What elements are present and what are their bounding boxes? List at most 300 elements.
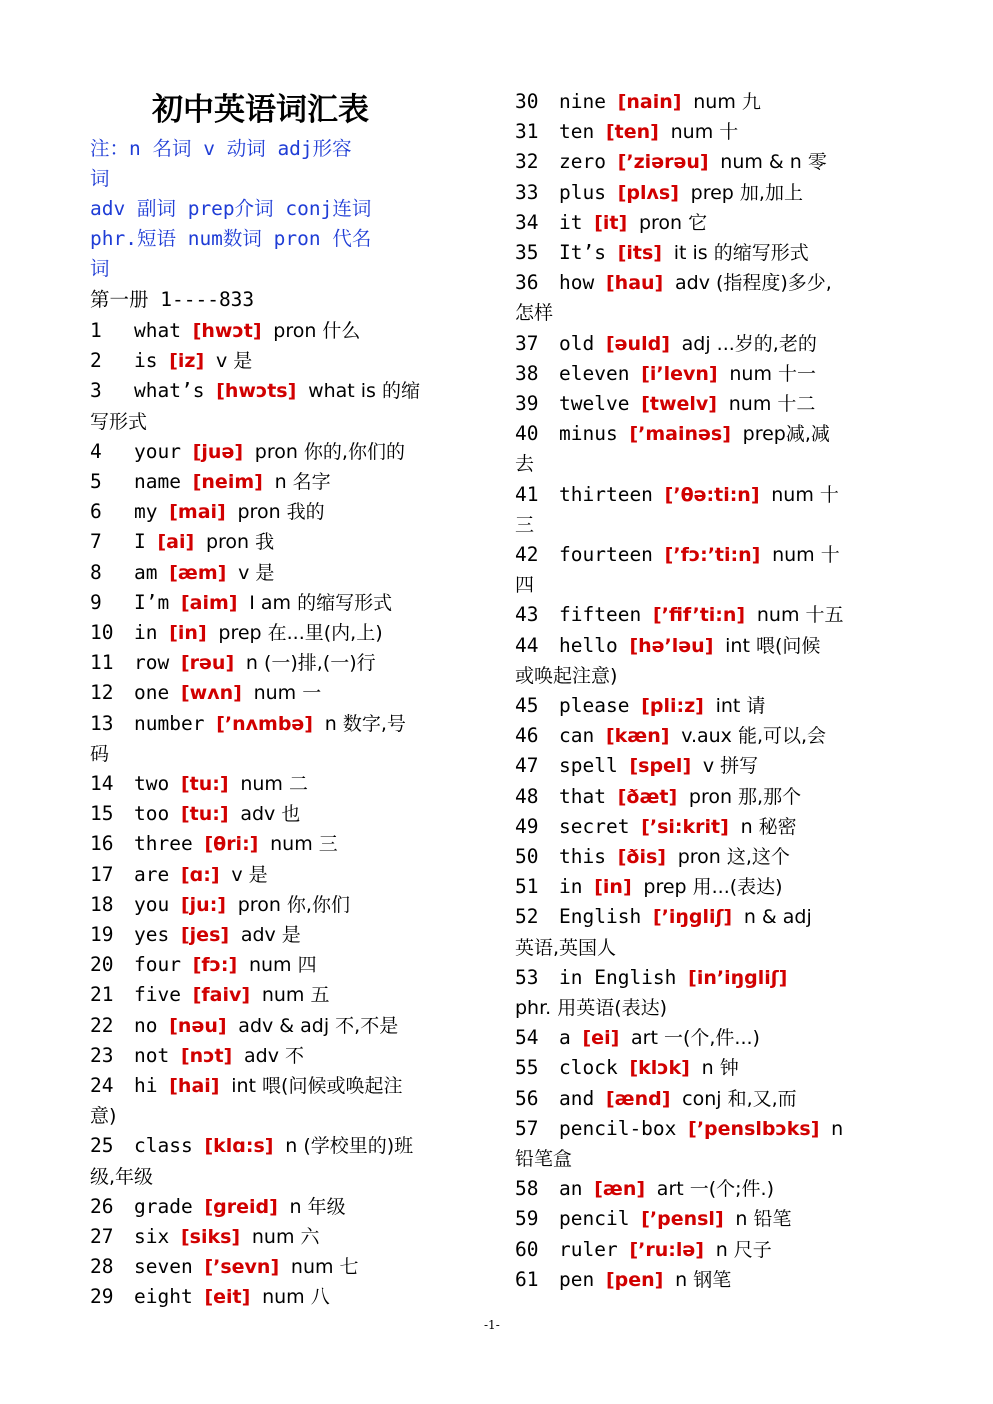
entry-phonetic: [siks] (180, 1226, 241, 1248)
entry-number: 25 (90, 1134, 114, 1158)
entry-row (515, 87, 761, 117)
entry-row (90, 1041, 304, 1071)
entry-number: 57 (515, 1116, 539, 1140)
entry-number: 53 (515, 965, 539, 989)
entry-word: row (134, 651, 170, 675)
entry-phonetic: [hwɔt] (192, 320, 262, 342)
entry-row (90, 648, 376, 678)
entry-definition-wrap: 四 (515, 574, 535, 597)
entry-definition: pron 这,这个 (677, 846, 790, 868)
entry-phonetic: [nəu] (169, 1014, 227, 1037)
entry-word: how (559, 271, 595, 295)
entry-phonetic: [ei] (582, 1027, 620, 1050)
entry-definition: art 一(个,件...) (631, 1027, 760, 1050)
entry-definition-wrap: 英语,英国人 (515, 936, 617, 959)
entry-definition: num 十 (670, 121, 739, 144)
legend-line-1-wrap: 词 (90, 167, 110, 190)
entry-word: pencil-box (559, 1116, 677, 1140)
entry-word: spell (559, 754, 618, 778)
entry-number: 3 (90, 379, 102, 403)
entry-definition-wrap: 或唤起注意) (515, 664, 618, 687)
entry-word: pen (559, 1267, 595, 1291)
entry-definition-wrap: 铅笔盒 (515, 1148, 573, 1170)
entry-definition: num 四 (248, 954, 317, 977)
entry-definition: n 钟 (701, 1057, 739, 1080)
entry-row (515, 147, 827, 177)
entry-word: what’s (134, 379, 205, 403)
entry-number: 60 (515, 1237, 539, 1261)
entry-row (515, 721, 826, 751)
legend-line-2: adv 副词 prep介词 conj连词 (90, 197, 372, 220)
entry-phonetic: [ðis] (617, 846, 666, 868)
entry-phonetic: [ju:] (180, 893, 226, 916)
entry-row (515, 902, 812, 932)
entry-word: can (559, 724, 595, 748)
legend-line-1: 注：n 名词 v 动词 adj形容 (90, 137, 352, 160)
entry-row (515, 419, 830, 449)
entry-row (515, 782, 801, 812)
entry-word: it (559, 210, 583, 234)
entry-word: ten (559, 120, 595, 144)
entry-word: hi (134, 1074, 158, 1097)
entry-row (515, 751, 758, 781)
entry-number: 27 (90, 1225, 114, 1248)
entry-definition: pron 你,你们 (237, 893, 350, 916)
entry-definition: num 一 (253, 682, 322, 705)
entry-definition: v 拼写 (702, 755, 759, 778)
entry-word: clock (559, 1056, 618, 1080)
entry-number: 55 (515, 1056, 539, 1080)
entry-definition: int 请 (715, 695, 766, 717)
entry-number: 52 (515, 905, 539, 929)
entry-phonetic: [juə] (192, 440, 244, 463)
entry-phonetic: [mai] (169, 501, 226, 524)
entry-word: old (559, 331, 595, 355)
entry-definition: num 十五 (756, 604, 844, 627)
entry-word: I’m (134, 590, 170, 614)
entry-word: class (134, 1134, 193, 1158)
entry-definition: what is 的缩 (308, 380, 420, 403)
entry-number: 12 (90, 681, 114, 705)
entry-row (515, 329, 817, 359)
entry-definition: adv 也 (240, 803, 301, 826)
entry-word: grade (134, 1194, 193, 1218)
entry-number: 1 (90, 319, 102, 342)
entry-row (515, 238, 809, 268)
book-heading: 第一册 1----833 (90, 288, 255, 311)
entry-definition: num 十 (772, 544, 840, 566)
entry-phonetic: [’nʌmbə] (216, 712, 313, 735)
entry-number: 21 (90, 983, 114, 1007)
entry-row (515, 1114, 843, 1144)
entry-number: 54 (515, 1026, 539, 1050)
entry-definition-wrap: 三 (515, 513, 535, 536)
entry-phonetic: [fɔ:] (192, 954, 238, 977)
entry-number: 29 (90, 1285, 114, 1309)
entry-word: in (134, 621, 158, 644)
entry-row (90, 437, 405, 467)
entry-definition: n 铅笔 (735, 1208, 792, 1231)
entry-definition-wrap: 写形式 (90, 410, 148, 433)
entry-row (90, 678, 321, 708)
entry-definition-wrap: 级,年级 (90, 1165, 154, 1188)
entry-word: two (134, 772, 170, 795)
entry-definition: int 喂(问候或唤起注 (231, 1075, 403, 1097)
entry-row (90, 709, 406, 739)
entry-word: six (134, 1225, 170, 1248)
entry-definition: n 钢笔 (675, 1268, 732, 1291)
entry-phonetic: [jes] (180, 924, 230, 946)
entry-definition: pron 你的,你们的 (254, 440, 405, 463)
entry-definition-wrap: 码 (90, 742, 110, 765)
entry-definition: n 名字 (274, 471, 331, 493)
entry-definition: num 五 (261, 984, 330, 1007)
entry-number: 46 (515, 724, 539, 748)
entry-number: 26 (90, 1194, 114, 1218)
entry-word: this (559, 845, 606, 868)
entry-definition: it is 的缩写形式 (673, 242, 809, 264)
entry-row (515, 1265, 731, 1295)
entry-phonetic: [rəu] (180, 652, 235, 675)
entry-phonetic: [’si:krit] (641, 815, 729, 838)
entry-definition: num 七 (290, 1256, 359, 1279)
entry-phonetic: [’ru:lə] (629, 1238, 704, 1261)
entry-number: 17 (90, 862, 114, 886)
entry-definition: n (学校里的)班 (285, 1135, 414, 1158)
entry-phonetic: [ænd] (605, 1087, 671, 1110)
entry-definition: pron 我 (205, 531, 275, 554)
entry-phonetic: [’iŋgliʃ] (652, 906, 733, 929)
entry-definition: art 一(个;件.) (656, 1178, 775, 1201)
entry-number: 13 (90, 711, 114, 735)
entry-number: 56 (515, 1086, 539, 1110)
entry-number: 9 (90, 590, 102, 614)
entry-phonetic: [it] (594, 211, 628, 234)
entry-phonetic: [hai] (169, 1075, 220, 1097)
entry-phonetic: [iz] (169, 350, 205, 373)
entry-phonetic: [spel] (629, 755, 692, 778)
entry-word: please (559, 694, 630, 717)
legend-line-3: phr.短语 num数词 pron 代名 (90, 227, 372, 250)
entry-word: that (559, 784, 606, 808)
entry-definition: v 是 (231, 863, 268, 886)
entry-row (515, 178, 803, 208)
entry-word: not (134, 1043, 170, 1067)
entry-word: are (134, 862, 170, 886)
entry-phonetic: [pli:z] (641, 695, 704, 717)
entry-row (90, 1131, 413, 1161)
entry-word: plus (559, 180, 606, 204)
entry-number: 40 (515, 422, 539, 446)
entry-word: zero (559, 150, 606, 174)
entry-number: 23 (90, 1043, 114, 1067)
legend-line-3-wrap: 词 (90, 257, 110, 280)
entry-word: is (134, 349, 158, 373)
entry-definition: n 年级 (289, 1195, 346, 1218)
entry-row (90, 1222, 320, 1252)
entry-number: 10 (90, 621, 114, 644)
entry-phonetic: [nɔt] (180, 1044, 233, 1067)
entry-row (90, 1192, 346, 1222)
entry-row (515, 1204, 791, 1234)
entry-row (90, 860, 268, 890)
entry-row (90, 497, 325, 527)
entry-number: 41 (515, 482, 539, 506)
entry-definition: n (一)排,(一)行 (245, 652, 376, 675)
entry-definition: num 六 (251, 1226, 320, 1248)
entry-phonetic: [faiv] (192, 984, 251, 1007)
entry-phonetic: [hə’ləu] (629, 634, 714, 657)
entry-row (90, 1252, 359, 1282)
entry-phonetic: [in] (594, 876, 632, 899)
entry-number: 45 (515, 694, 539, 717)
entry-number: 4 (90, 439, 102, 463)
entry-row (515, 117, 738, 147)
entry-definition: I am 的缩写形式 (249, 591, 393, 614)
entry-definition: v.aux 能,可以,会 (681, 725, 827, 748)
entry-row (90, 1071, 402, 1101)
entry-row (515, 1053, 739, 1083)
entry-number: 34 (515, 210, 539, 234)
entry-phonetic: [klɔk] (629, 1057, 690, 1080)
entry-number: 48 (515, 784, 539, 808)
entry-phonetic: [tu:] (180, 803, 229, 826)
entry-definition: n 尺子 (715, 1238, 772, 1261)
entry-phonetic: [wʌn] (180, 682, 242, 705)
entry-row (90, 346, 252, 376)
entry-definition: num 三 (270, 833, 338, 856)
entry-definition: v 是 (215, 350, 253, 373)
entry-word: fourteen (559, 543, 653, 566)
entry-definition: adv (指程度)多少, (674, 272, 832, 295)
entry-definition: num 八 (262, 1286, 330, 1309)
entry-row (515, 1235, 772, 1265)
entry-definition: adj ...岁的,老的 (681, 332, 817, 355)
entry-number: 49 (515, 814, 539, 838)
entry-phonetic: [’sevn] (204, 1256, 280, 1279)
entry-row (515, 600, 844, 630)
entry-definition: pron 什么 (273, 320, 361, 342)
entry-phonetic: [’ziərəu] (617, 151, 709, 174)
entry-phonetic: [’fif’ti:n] (652, 604, 746, 627)
entry-phonetic: [tu:] (180, 773, 229, 795)
entry-definition: prep 用...(表达) (643, 876, 783, 899)
entry-word: no (134, 1013, 158, 1037)
entry-word: It’s (559, 241, 606, 264)
entry-number: 16 (90, 832, 114, 856)
entry-number: 37 (515, 331, 539, 355)
entry-phonetic: [’penslbɔks] (688, 1117, 820, 1140)
entry-phonetic: [kæn] (605, 725, 670, 748)
entry-phonetic: [hau] (605, 272, 664, 295)
entry-row (515, 691, 765, 721)
entry-word: my (134, 500, 158, 524)
entry-definition: adv & adj 不,不是 (238, 1014, 399, 1037)
entry-row (90, 558, 274, 588)
entry-row (90, 799, 300, 829)
entry-row (515, 540, 840, 570)
entry-phonetic: [in’iŋgliʃ] (688, 966, 788, 989)
entry-number: 5 (90, 470, 102, 493)
entry-word: you (134, 892, 170, 916)
entry-definition: num & n 零 (720, 151, 827, 174)
entry-row (90, 376, 420, 406)
entry-word: I (134, 530, 146, 554)
entry-row (515, 1174, 774, 1204)
entry-phonetic: [neim] (192, 471, 263, 493)
entry-row (90, 467, 331, 497)
entry-phonetic: [’mainəs] (629, 423, 731, 446)
entry-word: five (134, 983, 181, 1007)
entry-number: 35 (515, 241, 539, 264)
entry-word: in English (559, 965, 677, 989)
entry-row (90, 527, 274, 557)
entry-number: 8 (90, 560, 102, 584)
entry-word: minus (559, 422, 618, 446)
entry-row (515, 1023, 760, 1053)
entry-number: 58 (515, 1177, 539, 1201)
entry-definition: pron 我的 (237, 501, 325, 524)
entry-number: 61 (515, 1267, 539, 1291)
entry-definition: n (831, 1117, 844, 1140)
entry-phonetic: [θri:] (204, 833, 259, 856)
entry-number: 59 (515, 1207, 539, 1231)
entry-phonetic: [i’levn] (641, 362, 718, 385)
entry-word: too (134, 802, 170, 826)
entry-number: 33 (515, 180, 539, 204)
entry-phonetic: [nain] (617, 91, 682, 113)
entry-row (515, 208, 707, 238)
entry-definition: num 十 (771, 483, 839, 506)
entry-definition: adv 是 (240, 924, 301, 946)
entry-definition: prep 加,加上 (690, 181, 803, 204)
entry-word: eleven (559, 361, 630, 385)
entry-definition: num 十一 (729, 362, 817, 385)
entry-word: eight (134, 1285, 193, 1309)
entry-phonetic: [in] (169, 622, 207, 644)
entry-number: 32 (515, 150, 539, 174)
entry-row (90, 950, 317, 980)
entry-word: and (559, 1086, 595, 1110)
entry-number: 14 (90, 772, 114, 795)
entry-phonetic: [ɑ:] (180, 863, 220, 886)
entry-phonetic: [æn] (594, 1178, 646, 1201)
entry-definition-wrap: 意) (90, 1105, 117, 1128)
entry-phonetic: [’fɔ:’ti:n] (664, 544, 761, 566)
entry-word: fifteen (559, 603, 642, 627)
entry-phonetic: [aim] (180, 591, 238, 614)
entry-number: 51 (515, 875, 539, 899)
entry-definition: num 九 (693, 91, 761, 113)
entry-word: ruler (559, 1237, 618, 1261)
entry-number: 44 (515, 633, 539, 657)
entry-number: 30 (515, 90, 539, 113)
entry-phonetic: [ai] (157, 531, 195, 554)
entry-phonetic: [twelv] (641, 393, 717, 415)
entry-definition: n 秘密 (740, 815, 797, 838)
entry-word: secret (559, 814, 630, 838)
entry-word: pencil (559, 1207, 630, 1231)
entry-word: twelve (559, 392, 630, 415)
entry-number: 47 (515, 754, 539, 778)
entry-definition: prep 在...里(内,上) (218, 622, 383, 644)
entry-row (515, 389, 815, 419)
entry-number: 22 (90, 1013, 114, 1037)
entry-row (90, 1011, 398, 1041)
entry-phonetic: [plʌs] (617, 181, 679, 204)
entry-definition-wrap: 怎样 (515, 302, 554, 325)
entry-row (515, 359, 816, 389)
entry-word: what (134, 319, 181, 342)
entry-row (515, 842, 790, 872)
entry-word: English (559, 905, 642, 929)
entry-row (515, 631, 820, 661)
entry-row (90, 618, 383, 648)
entry-definition-wrap: 去 (515, 453, 535, 476)
entry-row (515, 963, 787, 993)
entry-word: four (134, 953, 181, 977)
entry-number: 15 (90, 802, 114, 826)
entry-definition-wrap: phr. 用英语(表达) (515, 997, 668, 1019)
entry-definition: num 十二 (728, 393, 816, 415)
entry-number: 11 (90, 651, 114, 675)
entry-definition: n & adj (743, 906, 812, 929)
entry-row (90, 588, 392, 618)
entry-number: 6 (90, 500, 102, 524)
entry-row (515, 812, 797, 842)
entry-number: 28 (90, 1255, 114, 1279)
entry-number: 31 (515, 120, 539, 144)
entry-phonetic: [its] (617, 242, 662, 264)
entry-definition: prep减,减 (742, 423, 830, 446)
entry-number: 39 (515, 392, 539, 415)
entry-number: 18 (90, 892, 114, 916)
entry-word: your (134, 439, 181, 463)
entry-row (90, 1282, 330, 1312)
entry-phonetic: [eit] (204, 1286, 251, 1309)
entry-number: 24 (90, 1074, 114, 1097)
entry-row (90, 316, 360, 346)
entry-number: 19 (90, 923, 114, 946)
entry-phonetic: [hwɔts] (216, 380, 297, 403)
entry-phonetic: [ðæt] (617, 785, 678, 808)
entry-number: 38 (515, 361, 539, 385)
entry-word: an (559, 1177, 583, 1201)
entry-phonetic: [klɑ:s] (204, 1135, 274, 1158)
entry-definition: int 喂(问候 (725, 634, 821, 657)
entry-definition: v 是 (238, 561, 275, 584)
entry-definition: num 二 (240, 773, 308, 795)
entry-word: number (134, 711, 205, 735)
entry-number: 7 (90, 530, 102, 554)
entry-number: 2 (90, 349, 102, 373)
entry-phonetic: [’pensl] (641, 1208, 724, 1231)
entry-number: 43 (515, 603, 539, 627)
entry-word: one (134, 681, 170, 705)
entry-word: name (134, 470, 181, 493)
entry-phonetic: [ten] (605, 121, 659, 144)
entry-definition: pron 那,那个 (688, 785, 802, 808)
entry-phonetic: [pen] (605, 1268, 664, 1291)
entry-definition: conj 和,又,而 (682, 1087, 797, 1110)
entry-row (515, 872, 783, 902)
entry-row (90, 769, 308, 799)
entry-row (90, 920, 301, 950)
entry-row (515, 268, 832, 298)
entry-row (90, 829, 338, 859)
entry-word: seven (134, 1255, 193, 1279)
entry-word: yes (134, 923, 170, 946)
